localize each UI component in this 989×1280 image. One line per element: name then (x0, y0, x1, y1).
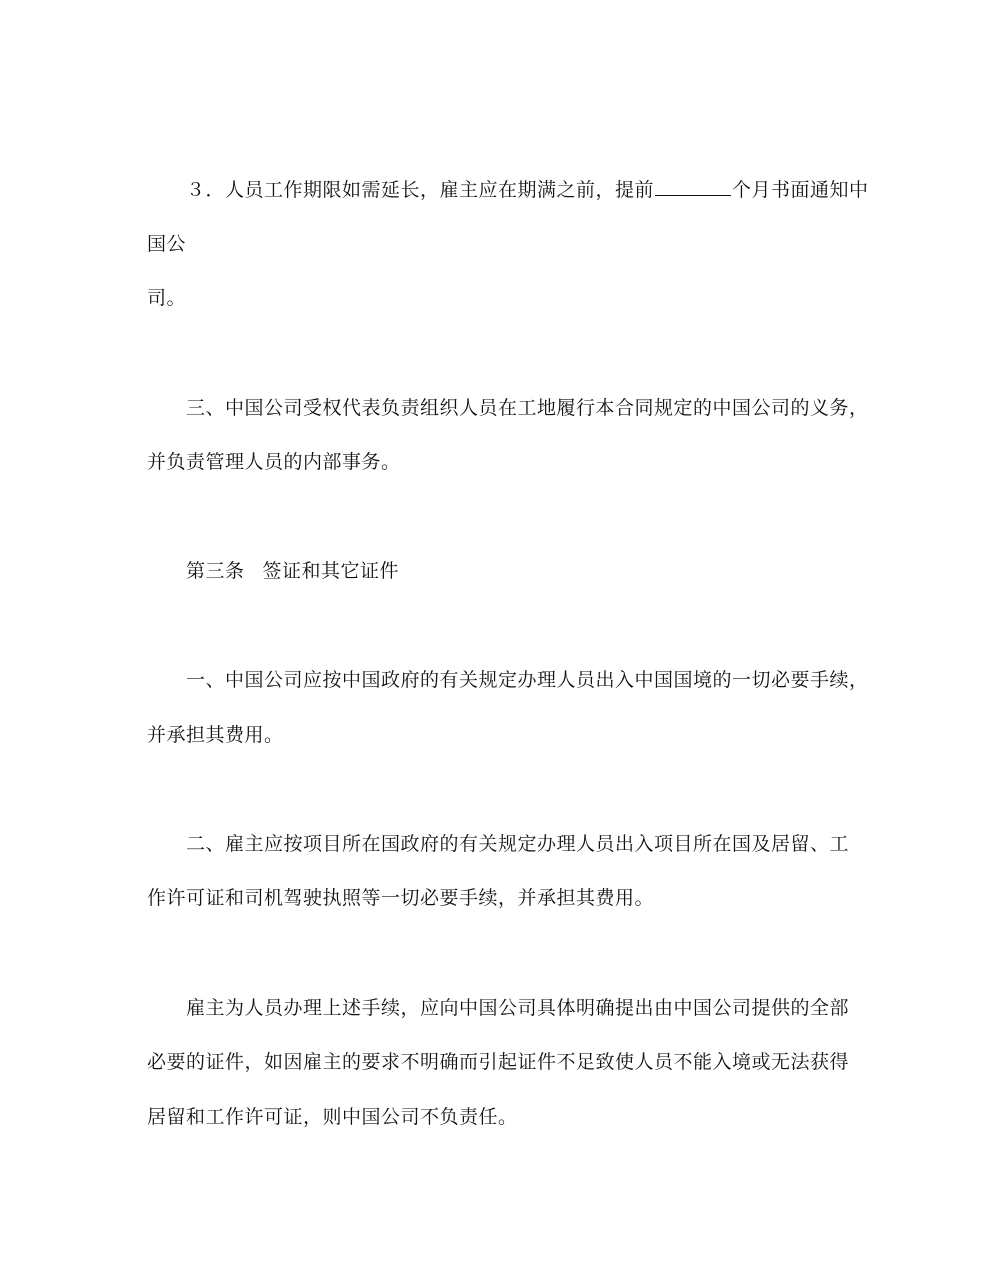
para-yi-line-1: 一、中国公司应按中国政府的有关规定办理人员出入中国国境的一切必要手续， (186, 669, 869, 691)
para-3-line-3: 司。 (147, 287, 187, 309)
article-title: 签证和其它证件 (262, 560, 400, 582)
para-employer-line-1: 雇主为人员办理上述手续，应向中国公司具体明确提出由中国公司提供的全部 (186, 997, 850, 1019)
para-employer-line-2: 必要的证件，如因雇主的要求不明确而引起证件不足致使人员不能入境或无法获得 (147, 1051, 850, 1073)
para-employer-line-3: 居留和工作许可证，则中国公司不负责任。 (147, 1106, 518, 1128)
para-san-line-1: 三、中国公司受权代表负责组织人员在工地履行本合同规定的中国公司的义务， (186, 397, 869, 419)
article-number: 第三条 (186, 560, 245, 582)
para-3-text-after-blank: 个月书面通知中 (732, 179, 869, 201)
para-yi-line-2: 并承担其费用。 (147, 724, 284, 746)
para-er-line-2: 作许可证和司机驾驶执照等一切必要手续，并承担其费用。 (147, 887, 655, 909)
fill-in-blank (655, 177, 731, 196)
para-3-line-1 (186, 177, 869, 202)
para-er-line-1: 二、雇主应按项目所在国政府的有关规定办理人员出入项目所在国及居留、工 (186, 833, 850, 855)
article-3-heading (186, 559, 399, 583)
para-3-line-2: 国公 (147, 233, 187, 255)
para-3-text-before-blank: ３．人员工作期限如需延长，雇主应在期满之前，提前 (186, 179, 655, 201)
para-san-line-2: 并负责管理人员的内部事务。 (147, 451, 401, 473)
